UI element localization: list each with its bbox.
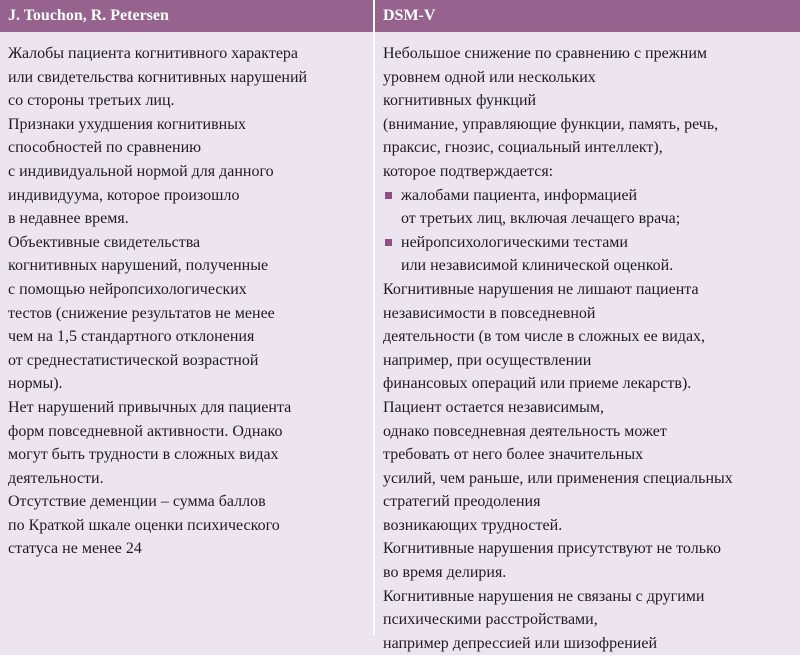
text-line: Объективные свидетельства — [8, 233, 201, 251]
text-line: от среднестатистической возрастной — [8, 351, 259, 369]
text-line: или свидетельства когнитивных нарушений — [8, 68, 308, 86]
text-line: которое подтверждается: — [383, 162, 554, 180]
text-line: независимости в повседневной — [383, 304, 596, 322]
text-line: стратегий преодоления — [383, 493, 541, 511]
header-touchon-petersen: J. Touchon, R. Petersen — [8, 7, 169, 24]
touchon-petersen-criteria — [8, 42, 368, 561]
text-line: уровнем одной или нескольких — [383, 68, 596, 86]
text-line: чем на 1,5 стандартного отклонения — [8, 328, 255, 346]
text-line: возникающих трудностей. — [383, 516, 563, 534]
header-dsm-v: DSM-V — [383, 7, 436, 24]
text-line: когнитивных нарушений, полученные — [8, 257, 269, 275]
text-line: психическими расстройствами, — [383, 611, 598, 629]
bullet-square-icon — [385, 192, 392, 199]
text-line: (внимание, управляющие функции, память, речь, — [383, 115, 719, 133]
bullet-text: нейропсихологическими тестами — [401, 233, 628, 251]
text-line: нормы). — [8, 375, 63, 393]
text-line: Когнитивные нарушения не лишают пациента — [383, 280, 699, 298]
dsm-v-criteria — [383, 42, 795, 655]
text-line: Жалобы пациента когнитивного характера — [8, 45, 299, 62]
text-line: во время делирия. — [383, 564, 507, 582]
text-line: с индивидуальной нормой для данного — [8, 162, 274, 180]
text-line: когнитивных функций — [383, 92, 537, 110]
text-line: по Краткой шкале оценки психического — [8, 516, 280, 534]
bullet-text: жалобами пациента, информацией — [401, 186, 638, 204]
bullet-item — [383, 184, 795, 208]
text-line: от третьих лиц, включая лечащего врача; — [401, 210, 681, 228]
text-line: со стороны третьих лиц. — [8, 92, 175, 110]
text-line: Когнитивные нарушения не связаны с другими — [383, 587, 705, 605]
column-divider — [373, 0, 375, 635]
bullet-item — [383, 231, 795, 255]
text-line: тестов (снижение результатов не менее — [8, 304, 275, 322]
text-line: Небольшое снижение по сравнению с прежним — [383, 45, 708, 62]
text-line: деятельности (в том числе в сложных ее видах, — [383, 328, 706, 346]
bullet-square-icon — [385, 239, 392, 246]
text-line: финансовых операций или приеме лекарств). — [383, 375, 692, 393]
text-line: например, при осуществлении — [383, 351, 592, 369]
text-line: Признаки ухудшения когнитивных — [8, 115, 246, 133]
text-line: или независимой клинической оценкой. — [401, 257, 674, 275]
text-line: праксис, гнозис, социальный интеллект), — [383, 139, 663, 157]
text-line: требовать от него более значительных — [383, 446, 644, 464]
text-line: с помощью нейропсихологических — [8, 280, 247, 298]
text-line: например депрессией или шизофренией — [383, 634, 658, 652]
text-line: в недавнее время. — [8, 210, 129, 228]
table-header — [0, 0, 800, 32]
text-line: статуса не менее 24 — [8, 540, 142, 558]
text-line: Пациент остается независимым, — [383, 398, 605, 416]
text-line: индивидуума, которое произошло — [8, 186, 240, 204]
text-line: способностей по сравнению — [8, 139, 202, 157]
text-line: деятельности. — [8, 469, 104, 487]
text-line: однако повседневная деятельность может — [383, 422, 667, 440]
text-line: усилий, чем раньше, или применения специальных — [383, 469, 733, 487]
text-line: форм повседневной активности. Однако — [8, 422, 283, 440]
text-line: Отсутствие деменции – сумма баллов — [8, 493, 266, 511]
text-line: Нет нарушений привычных для пациента — [8, 398, 292, 416]
text-line: могут быть трудности в сложных видах — [8, 446, 279, 464]
text-line: Когнитивные нарушения присутствуют не только — [383, 540, 721, 558]
